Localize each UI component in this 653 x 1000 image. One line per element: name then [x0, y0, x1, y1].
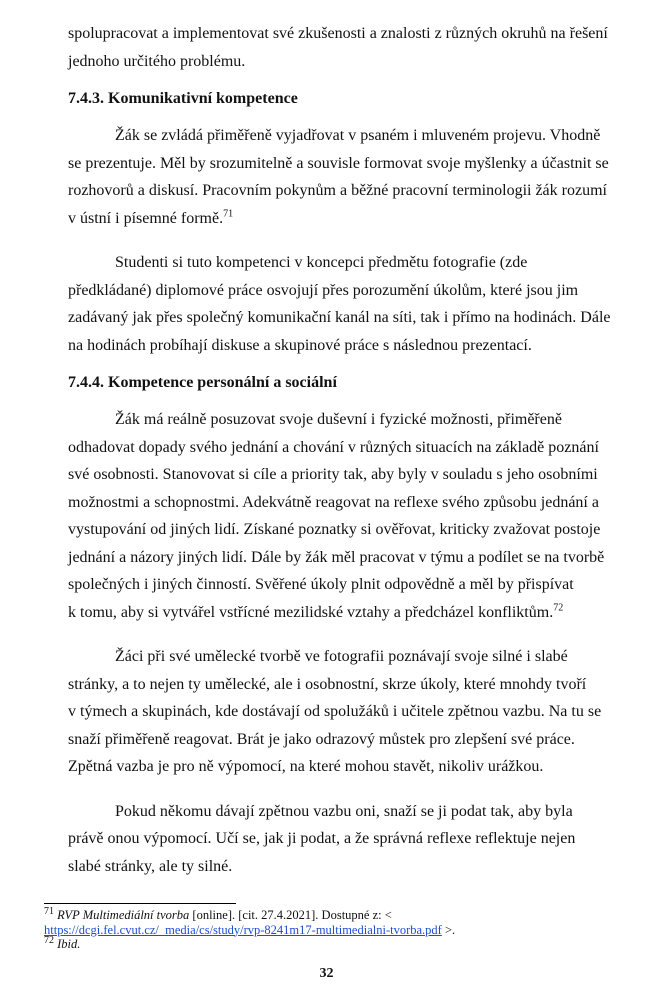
footnote-number: 72: [44, 934, 54, 946]
paragraph-personal-3: [68, 798, 608, 881]
text-line: na hodinách probíhají diskuse a skupinové práce s následnou prezentací.: [68, 336, 532, 354]
text-line: Žák má reálně posuzovat svoje duševní i fyzické možnosti, přiměřeně: [115, 411, 562, 428]
text-line: Pokud někomu dávají zpětnou vazbu oni, snaží se ji podat tak, aby byla: [115, 802, 573, 820]
footnote-ref-71[interactable]: 71: [223, 208, 234, 220]
text-line: předkládané) diplomové práce osvojují přes porozumění úkolům, které jsou jim: [68, 281, 579, 299]
text-line: [68, 205, 608, 233]
paragraph-personal-1: [68, 406, 608, 626]
footnote-71-continuation: [44, 923, 624, 938]
text-line: Žáci při své umělecké tvorbě ve fotografii poznávají svoje silné i slabé: [115, 648, 568, 665]
paragraph-communicative-1: [68, 122, 608, 232]
paragraph-communicative-2: [68, 249, 611, 359]
section-heading-7-4-3: 7.4.3. Komunikativní kompetence: [68, 90, 298, 107]
footnote-title: RVP Multimediální tvorba: [57, 908, 190, 922]
page-number: 32: [319, 966, 334, 981]
text-line: právě onou výpomocí. Učí se, jak ji podat, a že správná reflexe reflektuje nejen: [68, 830, 576, 847]
intro-paragraph: [68, 20, 608, 75]
footnote-text: [online]. [cit. 27.4.2021]. Dostupné z: <: [189, 908, 392, 922]
page-body: [68, 20, 611, 880]
text-line: spolupracovat a implementovat své zkušenosti a znalosti z různých okruhů na řešení: [68, 25, 608, 42]
section-heading-7-4-4: 7.4.4. Kompetence personální a sociální: [68, 374, 337, 391]
line-text: k tomu, aby si vytvářel vstřícné mezilidské vztahy a předcházel konfliktům.: [68, 603, 554, 621]
text-line: stránky, a to nejen ty umělecké, ale i osobnostní, skrze úkoly, které mnohdy tvoří: [68, 675, 587, 693]
footnote-72: [44, 934, 624, 952]
footnote-text: Ibid.: [57, 937, 81, 951]
text-line: slabé stránky, ale ty silné.: [68, 857, 233, 875]
text-line: možnostmi a schopnostmi. Adekvátně reagovat na reflexe svého způsobu jednání a: [68, 493, 599, 511]
footnotes: [44, 905, 624, 952]
text-line: vystupování od jiných lidí. Získané poznatky si ověřovat, kriticky zvažovat postoje: [68, 521, 601, 538]
footnote-71: [44, 905, 624, 923]
text-line: Studenti si tuto kompetenci v koncepci předmětu fotografie (zde: [115, 254, 528, 271]
text-line: [68, 599, 608, 627]
paragraph-personal-2: [68, 643, 608, 781]
text-line: rozhovorů a diskusí. Pracovním pokynům a běžné pracovní terminologii žák rozumí: [68, 182, 607, 199]
line-text: v ústní i písemné formě.: [68, 209, 224, 227]
footnote-number: 71: [44, 905, 54, 917]
text-line: Zpětná vazba je pro ně výpomocí, na které mohou stavět, nikoliv urážkou.: [68, 758, 544, 775]
footnote-ref-72[interactable]: 72: [553, 602, 564, 614]
text-line: společných i jiných činností. Svěřené úkoly plnit odpovědně a měl by přispívat: [68, 576, 574, 593]
text-line: se prezentuje. Měl by srozumitelně a souvisle formovat svoje myšlenky a účastnit se: [68, 154, 609, 172]
footnote-separator: [44, 903, 236, 904]
text-line: své osobnosti. Stanovovat si cíle a priority tak, aby byly v souladu s jeho osobními: [68, 466, 598, 483]
text-line: odhadovat dopady svého jednání a chování v různých situacích na základě poznání: [68, 438, 599, 456]
footnote-link[interactable]: https://dcgi.fel.cvut.cz/_media/cs/study/rvp-8241m17-multimedialni-tvorba.pdf: [44, 922, 442, 937]
text-line: jednání a názory jiných lidí. Dále by žák měl pracovat v týmu a podílet se na tvorbě: [68, 548, 605, 566]
text-line: snaží přiměřeně reagovat. Brát je jako odrazový můstek pro zlepšení své práce.: [68, 730, 575, 748]
text-line: v týmech a skupinách, kde dostávají od spolužáků i učitele zpětnou vazbu. Na tu se: [68, 703, 602, 720]
footnote-tail: >.: [441, 922, 456, 937]
text-line: Žák se zvládá přiměřeně vyjadřovat v psaném i mluveném projevu. Vhodně: [115, 127, 601, 144]
text-line: jednoho určitého problému.: [68, 52, 246, 70]
text-line: zadávaný jak přes společný komunikační kanál na síti, tak i přímo na hodinách. Dále: [68, 309, 611, 326]
